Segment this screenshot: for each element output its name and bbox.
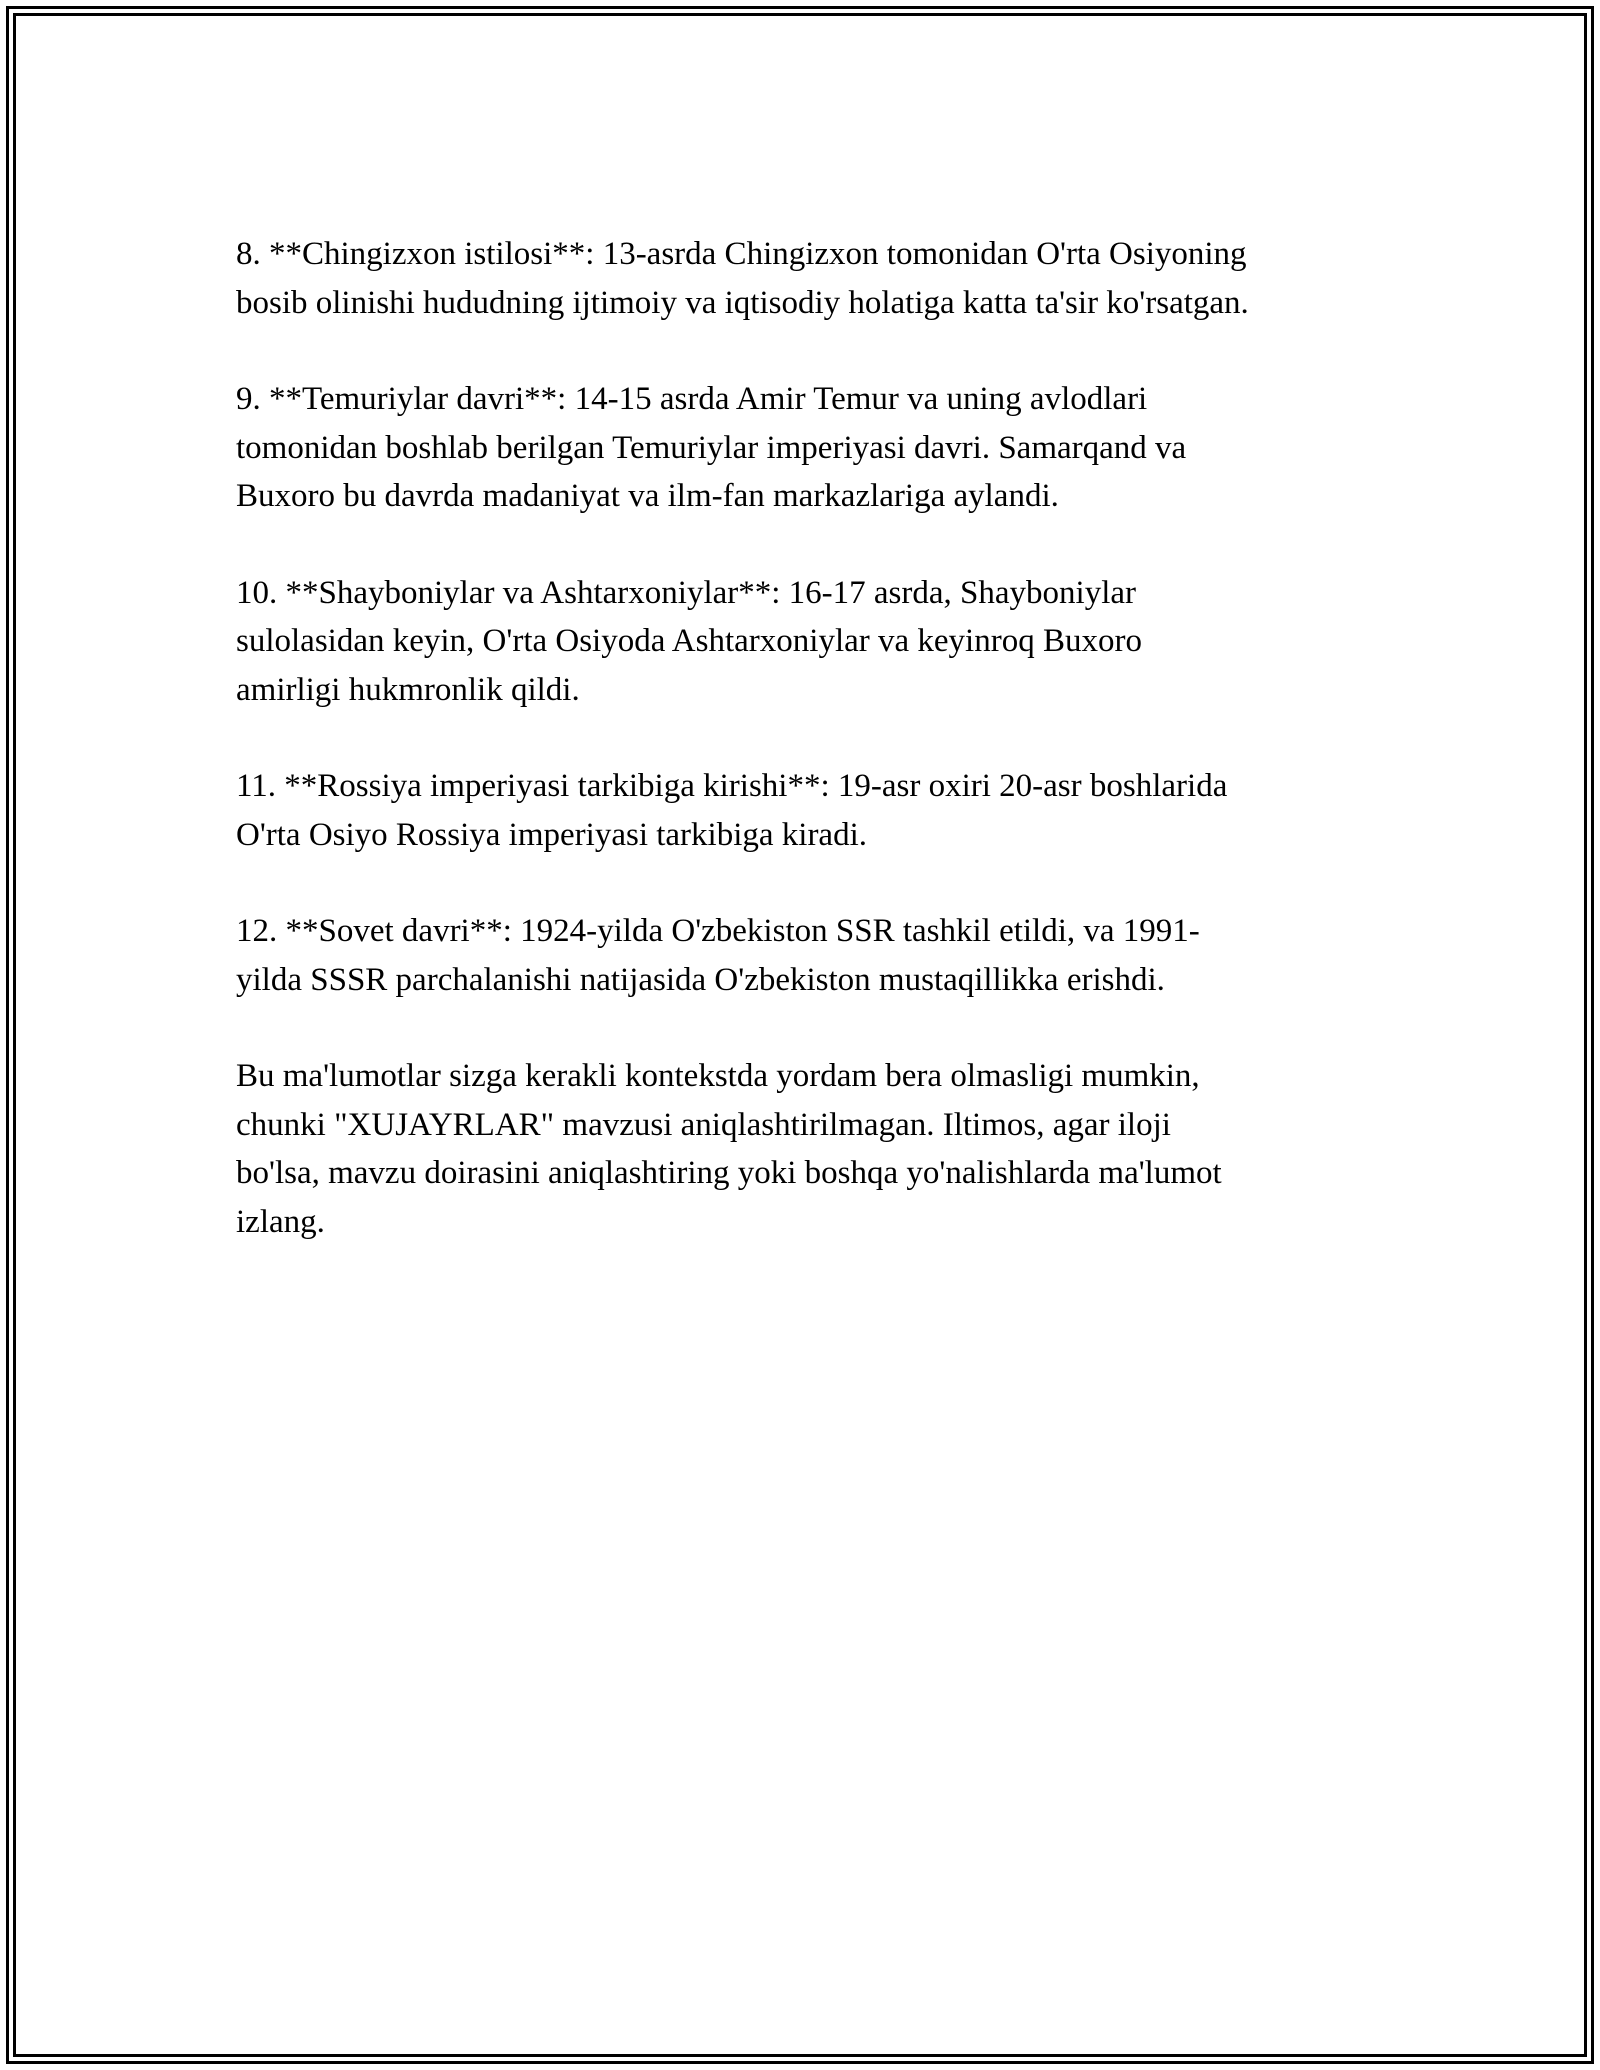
document-body: [236, 230, 1376, 1294]
paragraph-chingizxon-istilosi: 8. **Chingizxon istilosi**: 13-asrda Chingizxon tomonidan O'rta Osiyoning bosib olinishi hududning ijtimoiy va iqtisodiy holatiga katta ta'sir ko'rsatgan.: [236, 236, 1249, 321]
paragraph-temuriylar-davri: 9. **Temuriylar davri**: 14-15 asrda Amir Temur va uning avlodlari tomonidan boshlab berilgan Temuriylar imperiyasi davri. Samarqand va Buxoro bu davrda madaniyat va ilm-fan markazlariga aylandi.: [236, 381, 1187, 514]
paragraph-rossiya-imperiyasi: 11. **Rossiya imperiyasi tarkibiga kirishi**: 19-asr oxiri 20-asr boshlarida O'rta Osiyo Rossiya imperiyasi tarkibiga kiradi.: [236, 768, 1228, 853]
paragraph-sovet-davri: 12. **Sovet davri**: 1924-yilda O'zbekiston SSR tashkil etildi, va 1991- yilda SSSR parchalanishi natijasida O'zbekiston mustaqillikka erishdi.: [236, 913, 1200, 998]
paragraph-closing-note: Bu ma'lumotlar sizga kerakli kontekstda yordam bera olmasligi mumkin, chunki "XUJAYRLAR" mavzusi aniqlashtirilmagan. Iltimos, agar iloji bo'lsa, mavzu doirasini aniqlashtiring yoki boshqa yo'nalishlarda ma'lumot izlang.: [236, 1058, 1222, 1240]
paragraph-shayboniylar-ashtarxoniylar: 10. **Shayboniylar va Ashtarxoniylar**: 16-17 asrda, Shayboniylar sulolasidan keyin, O'rta Osiyoda Ashtarxoniylar va keyinroq Buxoro amirligi hukmronlik qildi.: [236, 574, 1142, 708]
